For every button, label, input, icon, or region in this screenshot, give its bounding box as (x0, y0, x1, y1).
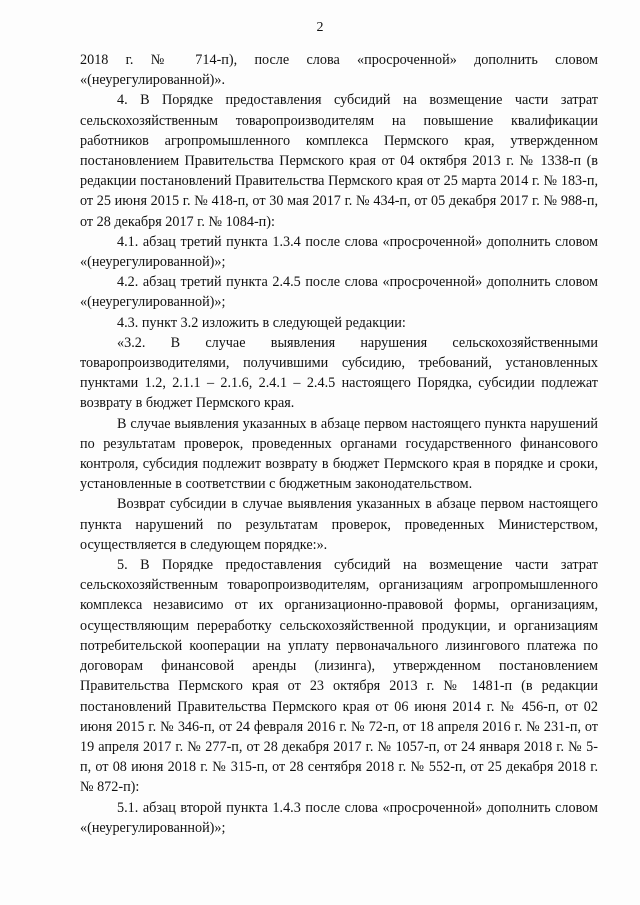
paragraph-item-3-2-quote: «3.2. В случае выявления нарушения сельскохозяйственными товаропроизводителями, получившими субсидию, требований, установленных пунктами 1.2, 2.1.1 – 2.1.6, 2.4.1 – 2.4.5 настоящего Порядка, субсидии подлежат возврату в бюджет Пермского края. (80, 334, 598, 412)
paragraph-item-5-1: 5.1. абзац второй пункта 1.4.3 после слова «просроченной» дополнить словом «(неурегулированной)»; (80, 799, 598, 836)
paragraph-continuation: 2018 г. № 714-п), после слова «просроченной» дополнить словом «(неурегулированной)». (80, 52, 598, 89)
paragraph-item-4-2: 4.2. абзац третий пункта 2.4.5 после слова «просроченной» дополнить словом «(неурегулированной)»; (80, 274, 598, 311)
document-body (80, 50, 598, 838)
paragraph-item-4-1: 4.1. абзац третий пункта 1.3.4 после слова «просроченной» дополнить словом «(неурегулированной)»; (80, 233, 598, 271)
paragraph-item-4-3: 4.3. пункт 3.2 изложить в следующей редакции: (117, 314, 406, 331)
paragraph-financial-control: В случае выявления указанных в абзаце первом настоящего пункта нарушений по результатам проверок, проведенных органами государственного финансового контроля, субсидия подлежит возврату в бюджет Пермского края в порядке и сроки, установленные в соответствии с бюджетным законодательством. (80, 415, 598, 493)
paragraph-item-4: 4. В Порядке предоставления субсидий на возмещение части затрат сельскохозяйственным товаропроизводителям на повышение квалификации работников агропромышленного комплекса Пермского края, утвержденном постановлением Правительства Пермского края от 04 октября 2013 г. № 1338-п (в редакции постановлений Правительства Пермского края от 25 марта 2014 г. № 183-п, от 25 июня 2015 г. № 418-п, от 30 мая 2017 г. № 434-п, от 05 декабря 2017 г. № 988-п, от 28 декабря 2017 г. № 1084-п): (80, 92, 598, 230)
paragraph-item-5: 5. В Порядке предоставления субсидий на возмещение части затрат сельскохозяйственным товаропроизводителям, организациям агропромышленного комплекса независимо от их организационно-правовой формы, организациям, осуществляющим переработку сельскохозяйственной продукции, и организациям потребительской кооперации на уплату первоначального лизингового платежа по договорам финансовой аренды (лизинга), утвержденном постановлением Правительства Пермского края от 23 октября 2013 г. № 1481-п (в редакции постановлений Правительства Пермского края от 06 июня 2014 г. № 456-п, от 02 июня 2015 г. № 346-п, от 24 февраля 2016 г. № 72-п, от 18 апреля 2016 г. № 231-п, от 19 апреля 2017 г. № 277-п, от 28 декабря 2017 г. № 1057-п, от 24 января 2018 г. № 5-п, от 08 июня 2018 г. № 315-п, от 28 сентября 2018 г. № 552-п, от 25 декабря 2018 г. № 872-п): (80, 557, 598, 796)
paragraph-return-procedure: Возврат субсидии в случае выявления указанных в абзаце первом настоящего пункта нарушений по результатам проверок, проведенных Министерством, осуществляется в следующем порядке:». (80, 496, 598, 553)
page-number: 2 (316, 20, 324, 35)
